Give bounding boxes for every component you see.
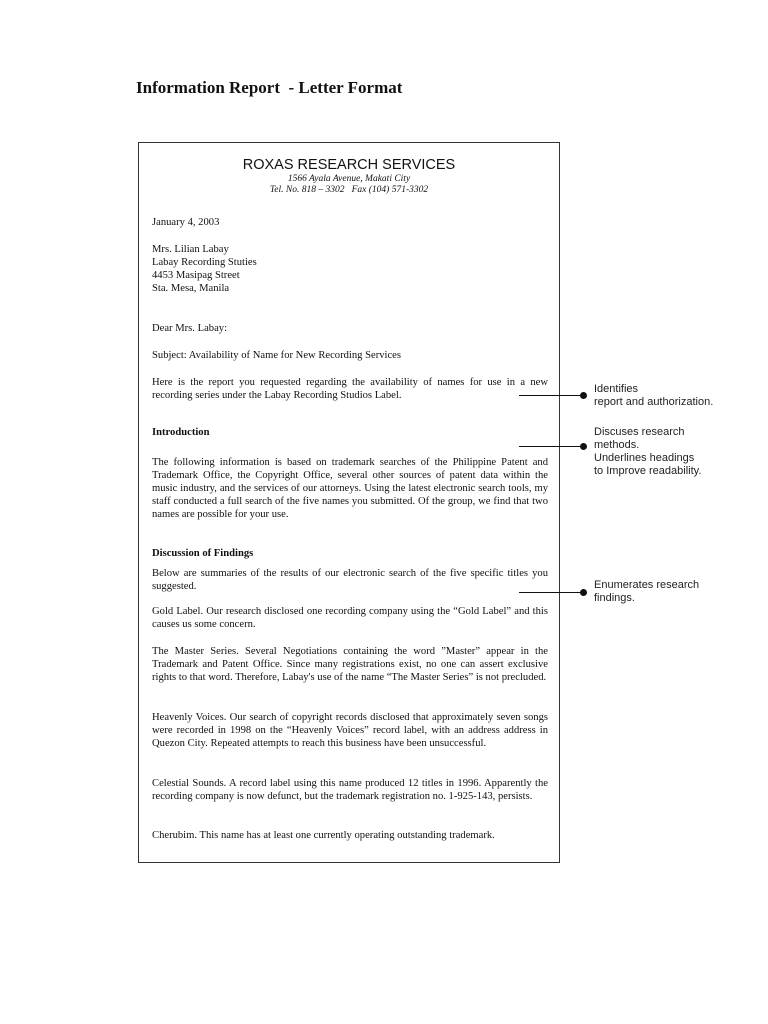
opening-paragraph: Here is the report you requested regarding the availability of names for use in a new recording series under the Labay Recording Studios Label. [152,377,548,401]
company-address: 1566 Ayala Avenue, Makati City [287,174,411,184]
connector-line [519,592,583,593]
annotation-line: methods. [594,439,640,451]
finding-paragraph: Heavenly Voices. Our search of copyright records disclosed that approximately seven songs were recorded in 1998 on the “Heavenly Voices” record label, with an address address in Quezon City. Repeated attempts to reach this business have been unsuccessful. [152,712,548,749]
company-phone: Tel. No. 818 – 3302 Fax (104) 571-3302 [269,185,429,195]
bullet-dot [580,443,587,450]
recipient-line: Sta. Mesa, Manila [152,283,230,294]
discussion-heading: Discussion of Findings [152,548,254,559]
finding-paragraph: Gold Label. Our research disclosed one recording company using the “Gold Label” and this causes us some concern. [152,606,548,630]
salutation: Dear Mrs. Labay: [152,323,228,334]
annotation-line: findings. [594,592,635,604]
finding-paragraph: Cherubim. This name has at least one currently operating outstanding trademark. [152,830,495,841]
recipient-line: Labay Recording Stuties [152,257,257,268]
bullet-dot [580,392,587,399]
bullet-dot [580,589,587,596]
company-name: ROXAS RESEARCH SERVICES [242,157,456,173]
annotation-line: report and authorization. [594,396,714,408]
finding-paragraph: The Master Series. Several Negotiations containing the word ”Master” appear in the Trademark and Patent Office. Since many registrations exist, no one can assert exclusive rights to that word. Therefore, Labay's use of the name “The Master Series” is not precluded. [152,646,548,683]
annotation-line: Discuses research [594,426,685,438]
annotation-methods [594,426,701,478]
connector-line [519,446,583,447]
annotation-line: to Improve readability. [594,465,702,477]
introduction-paragraph: The following information is based on trademark searches of the Philippine Patent and Trademark Office, the Copyright Office, several other sources of patent data within the music industry, and the services of our attorneys. Using the latest electronic search tools, my staff conducted a full search of the five names you submitted. Of the group, we find that two names are possible for your use. [152,457,548,520]
annotation-authorization [594,383,713,409]
annotation-line: Enumerates research [594,579,700,591]
recipient-line: Mrs. Lilian Labay [152,244,229,255]
finding-paragraph: Celestial Sounds. A record label using this name produced 12 titles in 1996. Apparently the recording company is now defunct, but the trademark registration no. 1-925-143, persists. [152,778,548,802]
annotation-line: Identifies [594,383,639,395]
recipient-line: 4453 Masipag Street [152,270,240,281]
connector-line [519,395,583,396]
sample-letter [138,142,560,863]
recipient-block [152,243,548,295]
page-title: Information Report - Letter Format [136,78,403,97]
annotation-findings [594,579,699,605]
discussion-intro: Below are summaries of the results of our electronic search of the five specific titles you suggested. [152,568,548,592]
annotation-line: Underlines headings [594,452,695,464]
letter-date: January 4, 2003 [152,217,220,228]
subject-line: Subject: Availability of Name for New Recording Services [152,350,401,361]
introduction-heading: Introduction [152,427,210,438]
